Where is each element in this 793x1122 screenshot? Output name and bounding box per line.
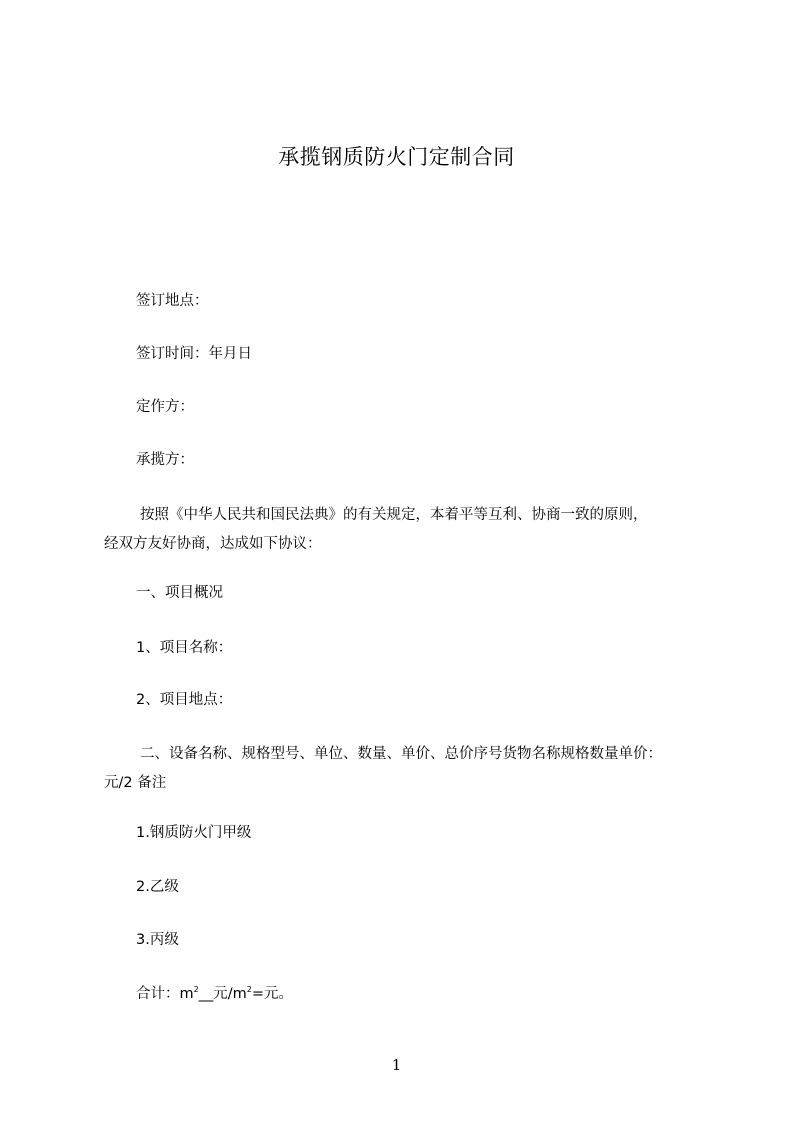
section-2-line-1: 二、设备名称、规格型号、单位、数量、单价、总价序号货物名称规格数量单价： [140,746,662,762]
intro-line-1: 按照《中华人民共和国民法典》的有关规定，本着平等互利、协商一致的原则， [140,507,648,523]
intro-line-2: 经双方友好协商，达成如下协议： [104,536,322,552]
goods-item-2: 2.乙级 [136,879,179,895]
total-prefix: 合计：m [136,986,194,1002]
project-location: 2、项目地点： [136,692,233,708]
sign-place: 签订地点： [136,293,209,309]
goods-item-1: 1.钢质防火门甲级 [136,825,252,841]
section-2-paragraph [104,740,714,798]
total-suffix: =元。 [251,986,293,1002]
section-2-line-2: 元/2 备注 [104,775,167,791]
document-title: 承揽钢质防火门定制合同 [278,145,515,169]
intro-paragraph [104,501,714,559]
project-name: 1、项目名称： [136,640,233,656]
total-unit-sup-2: 2 [246,985,252,995]
page-number: 1 [391,1056,402,1074]
party-a: 定作方： [136,399,194,415]
total-unit-sup-1: 2 [193,985,199,995]
total-line [136,984,293,1004]
goods-item-3: 3.丙级 [136,932,179,948]
total-middle: __元/m [198,986,247,1002]
section-1-heading: 一、项目概况 [136,585,223,601]
sign-time: 签订时间：年月日 [136,346,252,362]
party-b: 承揽方： [136,452,194,468]
